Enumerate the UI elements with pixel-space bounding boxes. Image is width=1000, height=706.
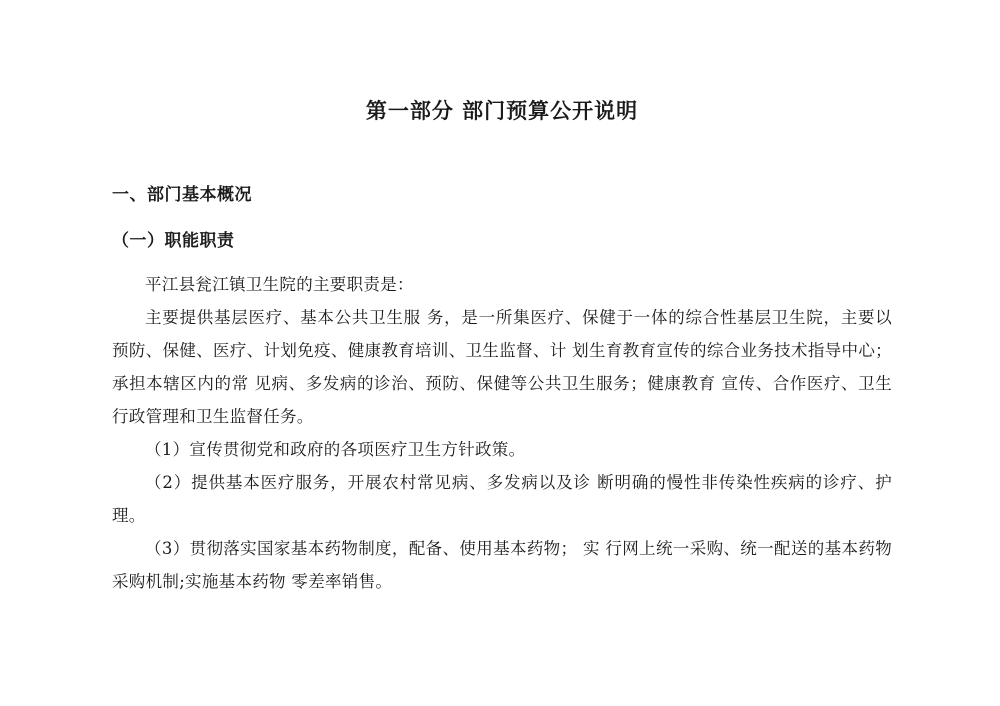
paragraph-intro: 平江县瓮江镇卫生院的主要职责是： [145, 275, 414, 295]
section-heading: 一、部门基本概况 [112, 185, 252, 206]
paragraph-item-1: （1）宣传贯彻党和政府的各项医疗卫生方针政策。 [145, 440, 526, 460]
page-title: 第一部分 部门预算公开说明 [365, 98, 639, 123]
document-body [112, 0, 892, 598]
subsection-heading: （一）职能职责 [112, 230, 235, 251]
paragraph-item-2: （2）提供基本医疗服务，开展农村常见病、多发病以及诊 断明确的慢性非传染性疾病的诊疗、护理。 [112, 473, 892, 526]
paragraph-duties-overview: 主要提供基层医疗、基本公共卫生服 务，是一所集医疗、保健于一体的综合性基层卫生院，主要以 预防、保健、医疗、计划免疫、健康教育培训、卫生监督、计 划生育教育宣传的综合业务技术指导中心；承担本辖区内的常 见病、多发病的诊治、预防、保健等公共卫生服务；健康教育 宣传、合作医疗、卫生行政管理和卫生监督任务。 [112, 308, 892, 427]
paragraph-item-3: （3）贯彻落实国家基本药物制度，配备、使用基本药物； 实 行网上统一采购、统一配送的基本药物采购机制;实施基本药物 零差率销售。 [112, 539, 892, 592]
